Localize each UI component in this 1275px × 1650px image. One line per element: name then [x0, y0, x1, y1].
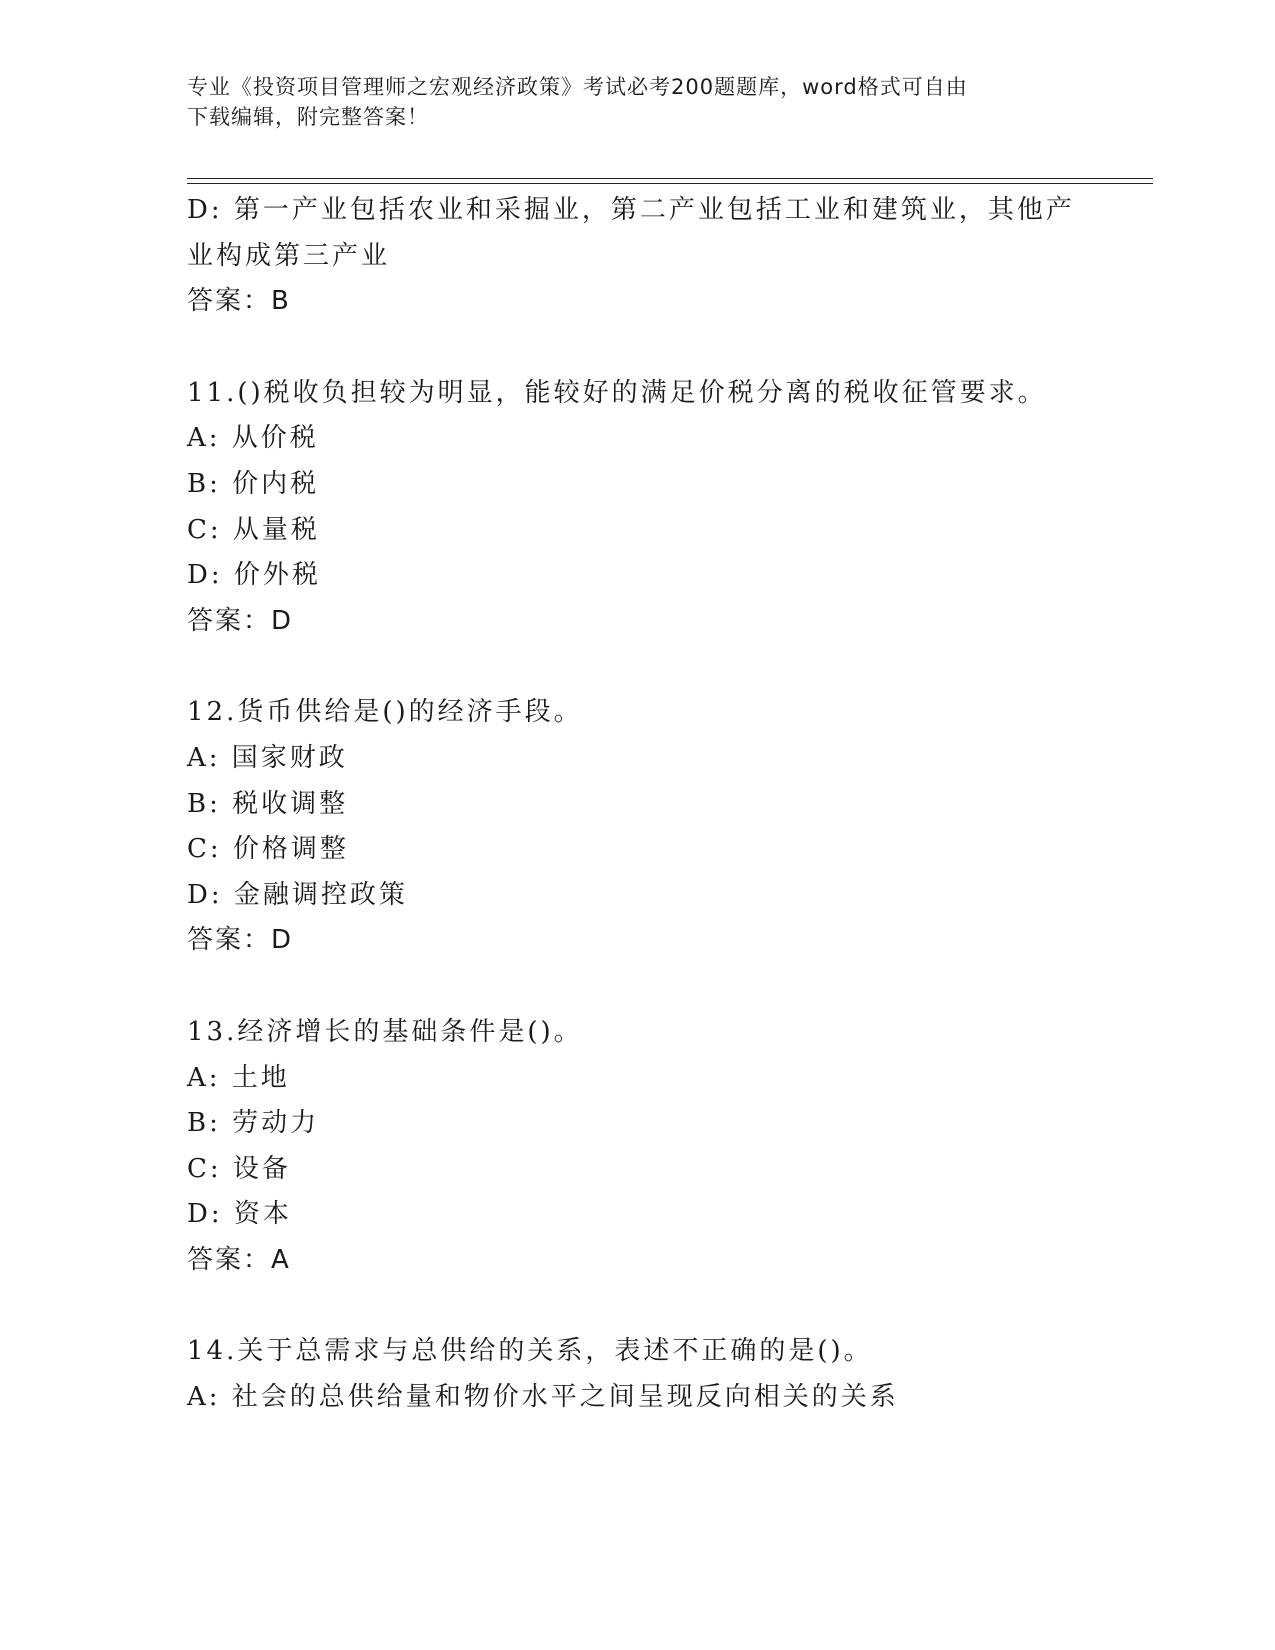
answer-line: 答案：A: [187, 1244, 291, 1275]
option-d-continued: 业构成第三产业: [187, 240, 391, 271]
question-13: [187, 1010, 1087, 1284]
answer-line: 答案：D: [187, 605, 294, 636]
option-d: D: 第一产业包括农业和采掘业，第二产业包括工业和建筑业，其他产: [187, 195, 1075, 225]
spacer: [187, 644, 1087, 690]
option-d: D: 金融调控政策: [187, 879, 408, 910]
question-stem: 11.()税收负担较为明显，能较好的满足价税分离的税收征管要求。: [187, 377, 1047, 408]
option-d: D: 价外税: [187, 560, 321, 591]
document-header: [187, 72, 1087, 132]
answer-line: 答案：D: [187, 925, 294, 956]
question-stem: 14.关于总需求与总供给的关系，表述不正确的是()。: [187, 1336, 873, 1367]
spacer: [187, 964, 1087, 1010]
option-b: B: 劳动力: [187, 1108, 320, 1139]
answer-line: 答案：B: [187, 286, 291, 317]
option-d: D: 资本: [187, 1199, 292, 1230]
spacer: [187, 1283, 1087, 1329]
question-14: [187, 1329, 1087, 1420]
previous-question-tail: [187, 188, 1087, 325]
header-line-1: 专业《投资项目管理师之宏观经济政策》考试必考200题题库，word格式可自由: [187, 75, 968, 99]
option-c: C: 从量税: [187, 514, 320, 545]
option-a: A: 国家财政: [187, 742, 348, 773]
question-stem: 12.货币供给是()的经济手段。: [187, 697, 583, 728]
question-stem: 13.经济增长的基础条件是()。: [187, 1016, 583, 1047]
option-a: A: 社会的总供给量和物价水平之间呈现反向相关的关系: [187, 1382, 899, 1413]
spacer: [187, 325, 1087, 371]
option-a: A: 土地: [187, 1062, 290, 1093]
header-divider-bottom: [187, 183, 1153, 184]
question-12: [187, 690, 1087, 964]
question-list: [187, 188, 1087, 1421]
header-line-2: 下载编辑，附完整答案！: [187, 105, 429, 129]
option-c: C: 价格调整: [187, 834, 349, 865]
option-c: C: 设备: [187, 1153, 291, 1184]
option-b: B: 价内税: [187, 468, 320, 499]
header-divider-top: [187, 178, 1153, 179]
option-b: B: 税收调整: [187, 788, 349, 819]
option-a: A: 从价税: [187, 423, 319, 454]
question-11: [187, 371, 1087, 645]
